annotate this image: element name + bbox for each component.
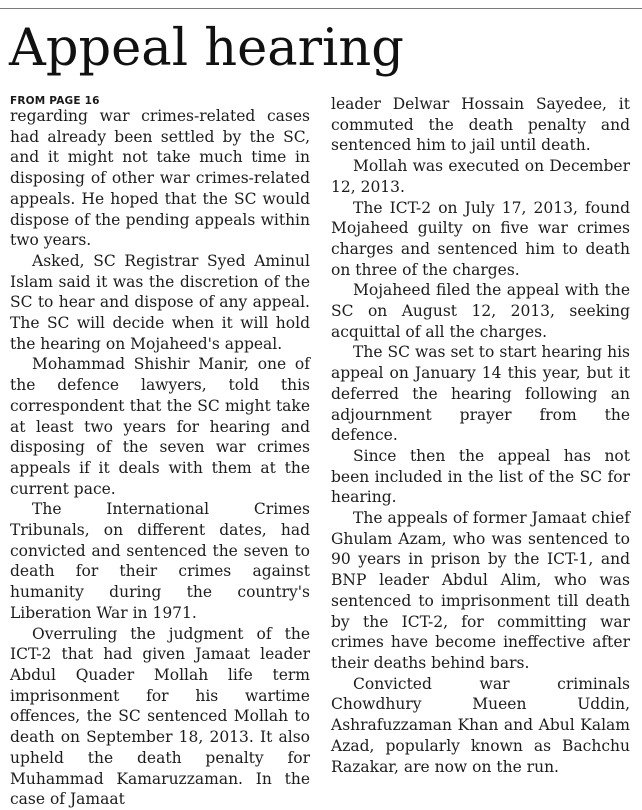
paragraph: The ICT-2 on July 17, 2013, found Mojaheed guilty on five war crimes charges and sentenced him to death on three of the charges.: [331, 198, 630, 279]
paragraph: Since then the appeal has not been included in the list of the SC for hearing.: [331, 446, 630, 507]
paragraph: The SC was set to start hearing his appeal on January 14 this year, but it deferred the hearing following an adjournment prayer from the defence.: [331, 343, 630, 445]
article-column-1: [10, 106, 310, 810]
paragraph: Overruling the judgment of the ICT-2 that had given Jamaat leader Abdul Quader Mollah life term imprisonment for his wartime offences, the SC sentenced Mollah to death on September 18, 2013. It also upheld the death penalty for Muhammad Kamaruzzaman. In the case of Jamaat: [10, 624, 310, 809]
top-divider: [0, 8, 642, 9]
headline: Appeal hearing: [9, 19, 404, 78]
paragraph: The International Crimes Tribunals, on different dates, had convicted and sentenced the seven to death for their crimes against humanity during the country's Liberation War in 1971.: [10, 500, 310, 622]
paragraph: The appeals of former Jamaat chief Ghulam Azam, who was sentenced to 90 years in prison by the ICT-1, and BNP leader Abdul Alim, who was sentenced to imprisonment till death by the ICT-2, for committing war crimes have become ineffective after their deaths behind bars.: [331, 509, 630, 672]
paragraph: Convicted war criminals Chowdhury Mueen Uddin, Ashrafuzzaman Khan and Abul Kalam Azad, popularly known as Bachchu Razakar, are now on the run.: [331, 674, 630, 776]
paragraph: Mojaheed filed the appeal with the SC on August 12, 2013, seeking acquittal of all the charges.: [331, 281, 630, 341]
continuation-kicker: FROM PAGE 16: [10, 95, 100, 107]
paragraph: Mohammad Shishir Manir, one of the defence lawyers, told this correspondent that the SC might take at least two years for hearing and disposing of the seven war crimes appeals if it deals with them at the current pace.: [10, 355, 310, 498]
paragraph: Mollah was executed on December 12, 2013.: [331, 157, 630, 196]
paragraph: leader Delwar Hossain Sayedee, it commuted the death penalty and sentenced him to jail until death.: [331, 95, 630, 155]
article-column-2: [331, 94, 630, 777]
paragraph: regarding war crimes-related cases had already been settled by the SC, and it might not take much time in disposing of other war crimes-related appeals. He hoped that the SC would dispose of the pending appeals within two years.: [10, 107, 310, 250]
paragraph: Asked, SC Registrar Syed Aminul Islam said it was the discretion of the SC to hear and dispose of any appeal. The SC will decide when it will hold the hearing on Mojaheed's appeal.: [10, 251, 310, 353]
